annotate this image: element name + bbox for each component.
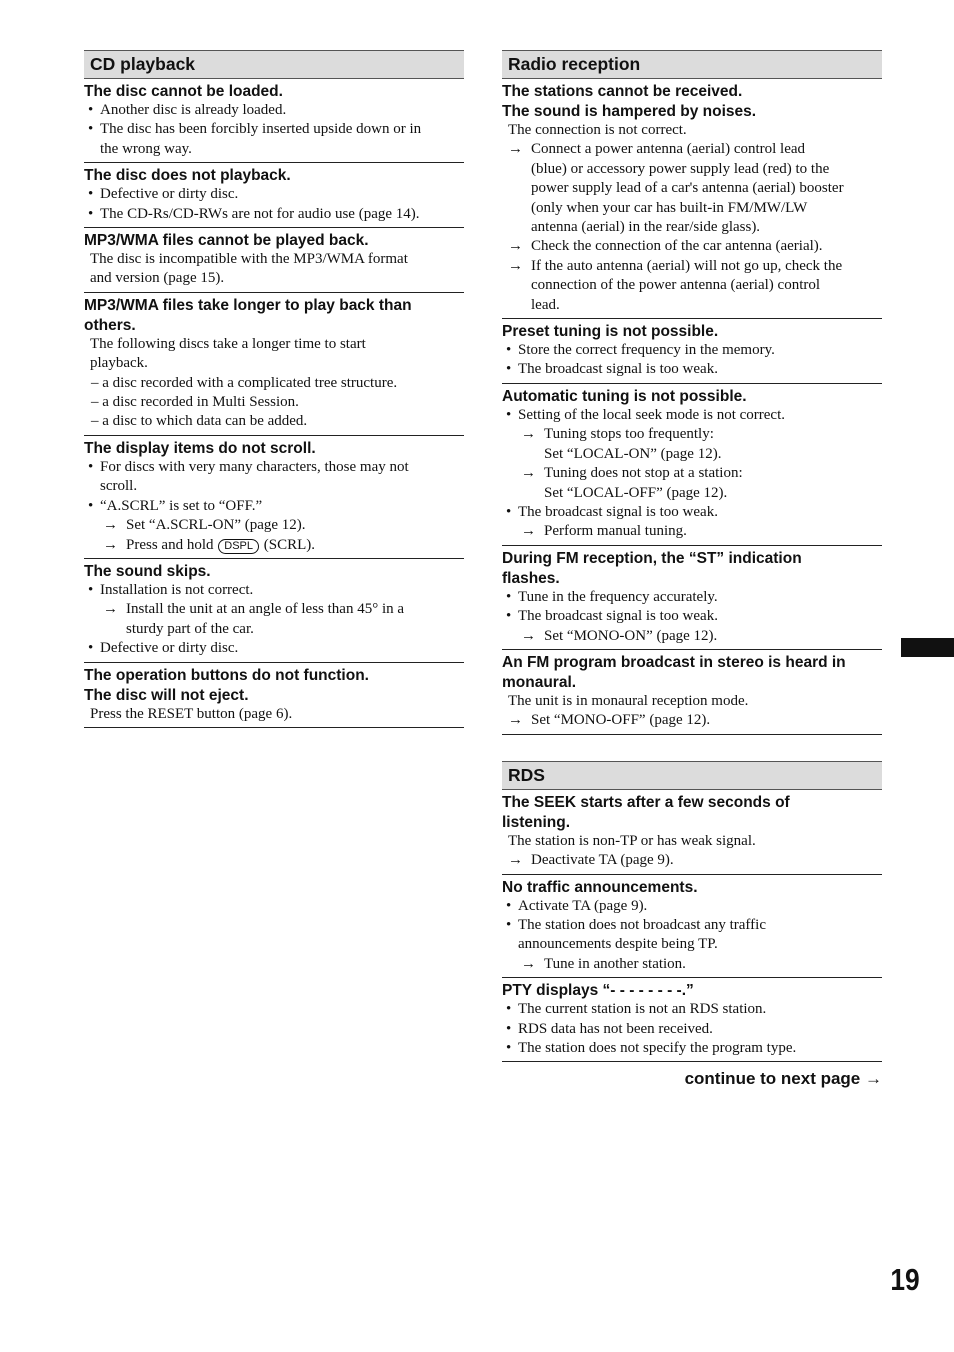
question: others. <box>84 316 136 334</box>
question: The SEEK starts after a few seconds of <box>502 793 790 811</box>
question: MP3/WMA files take longer to play back than <box>84 296 412 314</box>
arrow-right-icon: → <box>521 465 536 482</box>
entry-no-traffic-announcements <box>502 875 882 979</box>
arrow-right-icon: → <box>865 1069 882 1088</box>
entry-disc-cannot-be-loaded <box>84 79 464 163</box>
section-heading-radio-reception: Radio reception <box>502 50 882 79</box>
answer-text: playback. <box>90 355 148 372</box>
answer-text: Press the RESET button (page 6). <box>90 705 293 722</box>
arrow-continuation: connection of the power antenna (aerial) control <box>531 277 821 294</box>
arrow-right-icon: → <box>508 852 523 869</box>
bullet-item: • Tune in the frequency accurately. <box>502 588 882 607</box>
question: MP3/WMA files cannot be played back. <box>84 232 369 250</box>
arrow-item: → If the auto antenna (aerial) will not go up, check the <box>502 257 882 276</box>
question: flashes. <box>502 569 560 587</box>
dash-item: – a disc recorded with a complicated tree structure. <box>91 374 398 391</box>
entry-mp3-longer-playback <box>84 293 464 436</box>
arrow-item: → Tune in another station. <box>502 955 882 974</box>
section-tab-marker <box>901 638 954 657</box>
question: The stations cannot be received. <box>502 83 743 100</box>
arrow-right-icon: → <box>508 257 523 274</box>
bullet-item: • The broadcast signal is too weak. <box>502 607 882 626</box>
arrow-item: → Tuning does not stop at a station: <box>502 464 882 483</box>
right-column <box>502 50 882 1062</box>
entry-st-indication-flashes <box>502 546 882 650</box>
arrow-item: → Press and hold DSPL (SCRL). <box>84 536 464 555</box>
question: Automatic tuning is not possible. <box>502 387 747 405</box>
continue-to-next-page: continue to next page → <box>684 1069 882 1088</box>
bullet-item: • The station does not broadcast any traffic <box>502 916 882 935</box>
arrow-continuation: sturdy part of the car. <box>126 620 254 637</box>
arrow-item: → Set “MONO-ON” (page 12). <box>502 627 882 646</box>
question: The display items do not scroll. <box>84 439 316 457</box>
arrow-right-icon: → <box>521 627 536 644</box>
left-column <box>84 50 464 728</box>
question: Preset tuning is not possible. <box>502 323 719 341</box>
arrow-right-icon: → <box>508 712 523 729</box>
section-heading-rds: RDS <box>502 761 882 790</box>
arrow-item: → Perform manual tuning. <box>502 522 882 541</box>
question: The disc does not playback. <box>84 167 291 185</box>
question: PTY displays “- - - - - - - -.” <box>502 982 694 1000</box>
arrow-right-icon: → <box>508 141 523 158</box>
entry-stations-not-received <box>502 79 882 319</box>
arrow-right-icon: → <box>103 517 118 534</box>
bullet-item: • The disc has been forcibly inserted upside down or in <box>84 120 464 139</box>
arrow-right-icon: → <box>521 523 536 540</box>
bullet-item: • The current station is not an RDS station. <box>502 1000 882 1019</box>
arrow-continuation: power supply lead of a car's antenna (aerial) booster <box>531 180 844 197</box>
question: The sound skips. <box>84 562 211 580</box>
arrow-right-icon: → <box>521 955 536 972</box>
arrow-item: → Check the connection of the car antenna (aerial). <box>502 237 882 256</box>
arrow-continuation: lead. <box>531 296 560 313</box>
bullet-continuation: the wrong way. <box>100 140 192 157</box>
bullet-item: • The broadcast signal is too weak. <box>502 360 882 379</box>
entry-mp3-cannot-play <box>84 228 464 293</box>
bullet-item: • The station does not specify the program type. <box>502 1039 882 1058</box>
arrow-item: → Deactivate TA (page 9). <box>502 851 882 870</box>
bullet-item: • “A.SCRL” is set to “OFF.” <box>84 497 464 516</box>
entry-preset-tuning <box>502 319 882 384</box>
arrow-continuation: (only when your car has built-in FM/MW/LW <box>531 199 808 216</box>
arrow-right-icon: → <box>103 536 118 553</box>
answer-text: and version (page 15). <box>90 270 225 287</box>
question: listening. <box>502 813 571 831</box>
question: monaural. <box>502 673 577 691</box>
answer-text: The connection is not correct. <box>508 122 687 138</box>
entry-buttons-no-function <box>84 663 464 728</box>
bullet-item: • The CD-Rs/CD-RWs are not for audio use (page 14). <box>84 205 464 224</box>
answer-text: The station is non-TP or has weak signal. <box>508 832 756 849</box>
answer-text: The unit is in monaural reception mode. <box>508 692 749 709</box>
arrow-continuation: Set “LOCAL-OFF” (page 12). <box>544 484 728 501</box>
question: The disc will not eject. <box>84 686 249 704</box>
entry-pty-displays <box>502 978 882 1062</box>
dspl-key-icon: DSPL <box>218 539 259 554</box>
arrow-item: → Set “A.SCRL-ON” (page 12). <box>84 516 464 535</box>
arrow-item: → Connect a power antenna (aerial) control lead <box>502 140 882 159</box>
question: The operation buttons do not function. <box>84 666 369 684</box>
bullet-item: • Another disc is already loaded. <box>84 101 464 120</box>
bullet-item: • Store the correct frequency in the memory. <box>502 341 882 360</box>
bullet-item: • Defective or dirty disc. <box>84 639 464 658</box>
bullet-continuation: announcements despite being TP. <box>518 936 718 953</box>
arrow-item: → Set “MONO-OFF” (page 12). <box>502 711 882 730</box>
page-number: 19 <box>890 1262 920 1297</box>
bullet-item: • RDS data has not been received. <box>502 1020 882 1039</box>
entry-sound-skips <box>84 559 464 663</box>
arrow-right-icon: → <box>521 426 536 443</box>
arrow-continuation: Set “LOCAL-ON” (page 12). <box>544 445 722 462</box>
arrow-right-icon: → <box>508 238 523 255</box>
question: An FM program broadcast in stereo is heard in <box>502 653 846 671</box>
bullet-continuation: scroll. <box>100 478 138 495</box>
bullet-item: • For discs with very many characters, those may not <box>84 458 464 477</box>
question: The sound is hampered by noises. <box>502 103 757 120</box>
answer-text: The disc is incompatible with the MP3/WMA format <box>90 251 408 268</box>
bullet-item: • Activate TA (page 9). <box>502 897 882 916</box>
entry-fm-stereo-monaural <box>502 650 882 735</box>
question: No traffic announcements. <box>502 878 698 896</box>
entry-disc-does-not-playback <box>84 163 464 228</box>
entry-display-no-scroll <box>84 436 464 559</box>
answer-text: The following discs take a longer time to start <box>90 335 366 352</box>
section-gap <box>502 735 882 761</box>
dash-item: – a disc to which data can be added. <box>91 413 308 430</box>
section-heading-cd-playback: CD playback <box>84 50 464 79</box>
entry-automatic-tuning <box>502 384 882 546</box>
arrow-item: → Install the unit at an angle of less than 45° in a <box>84 600 464 619</box>
question: During FM reception, the “ST” indication <box>502 549 802 567</box>
question: The disc cannot be loaded. <box>84 83 283 100</box>
arrow-continuation: (blue) or accessory power supply lead (red) to the <box>531 160 830 177</box>
entry-seek-starts <box>502 790 882 875</box>
arrow-right-icon: → <box>103 601 118 618</box>
arrow-continuation: antenna (aerial) in the rear/side glass). <box>531 219 761 236</box>
bullet-item: • Setting of the local seek mode is not correct. <box>502 406 882 425</box>
bullet-item: • Defective or dirty disc. <box>84 185 464 204</box>
arrow-item: → Tuning stops too frequently: <box>502 425 882 444</box>
bullet-item: • Installation is not correct. <box>84 581 464 600</box>
dash-item: – a disc recorded in Multi Session. <box>91 394 299 411</box>
bullet-item: • The broadcast signal is too weak. <box>502 503 882 522</box>
